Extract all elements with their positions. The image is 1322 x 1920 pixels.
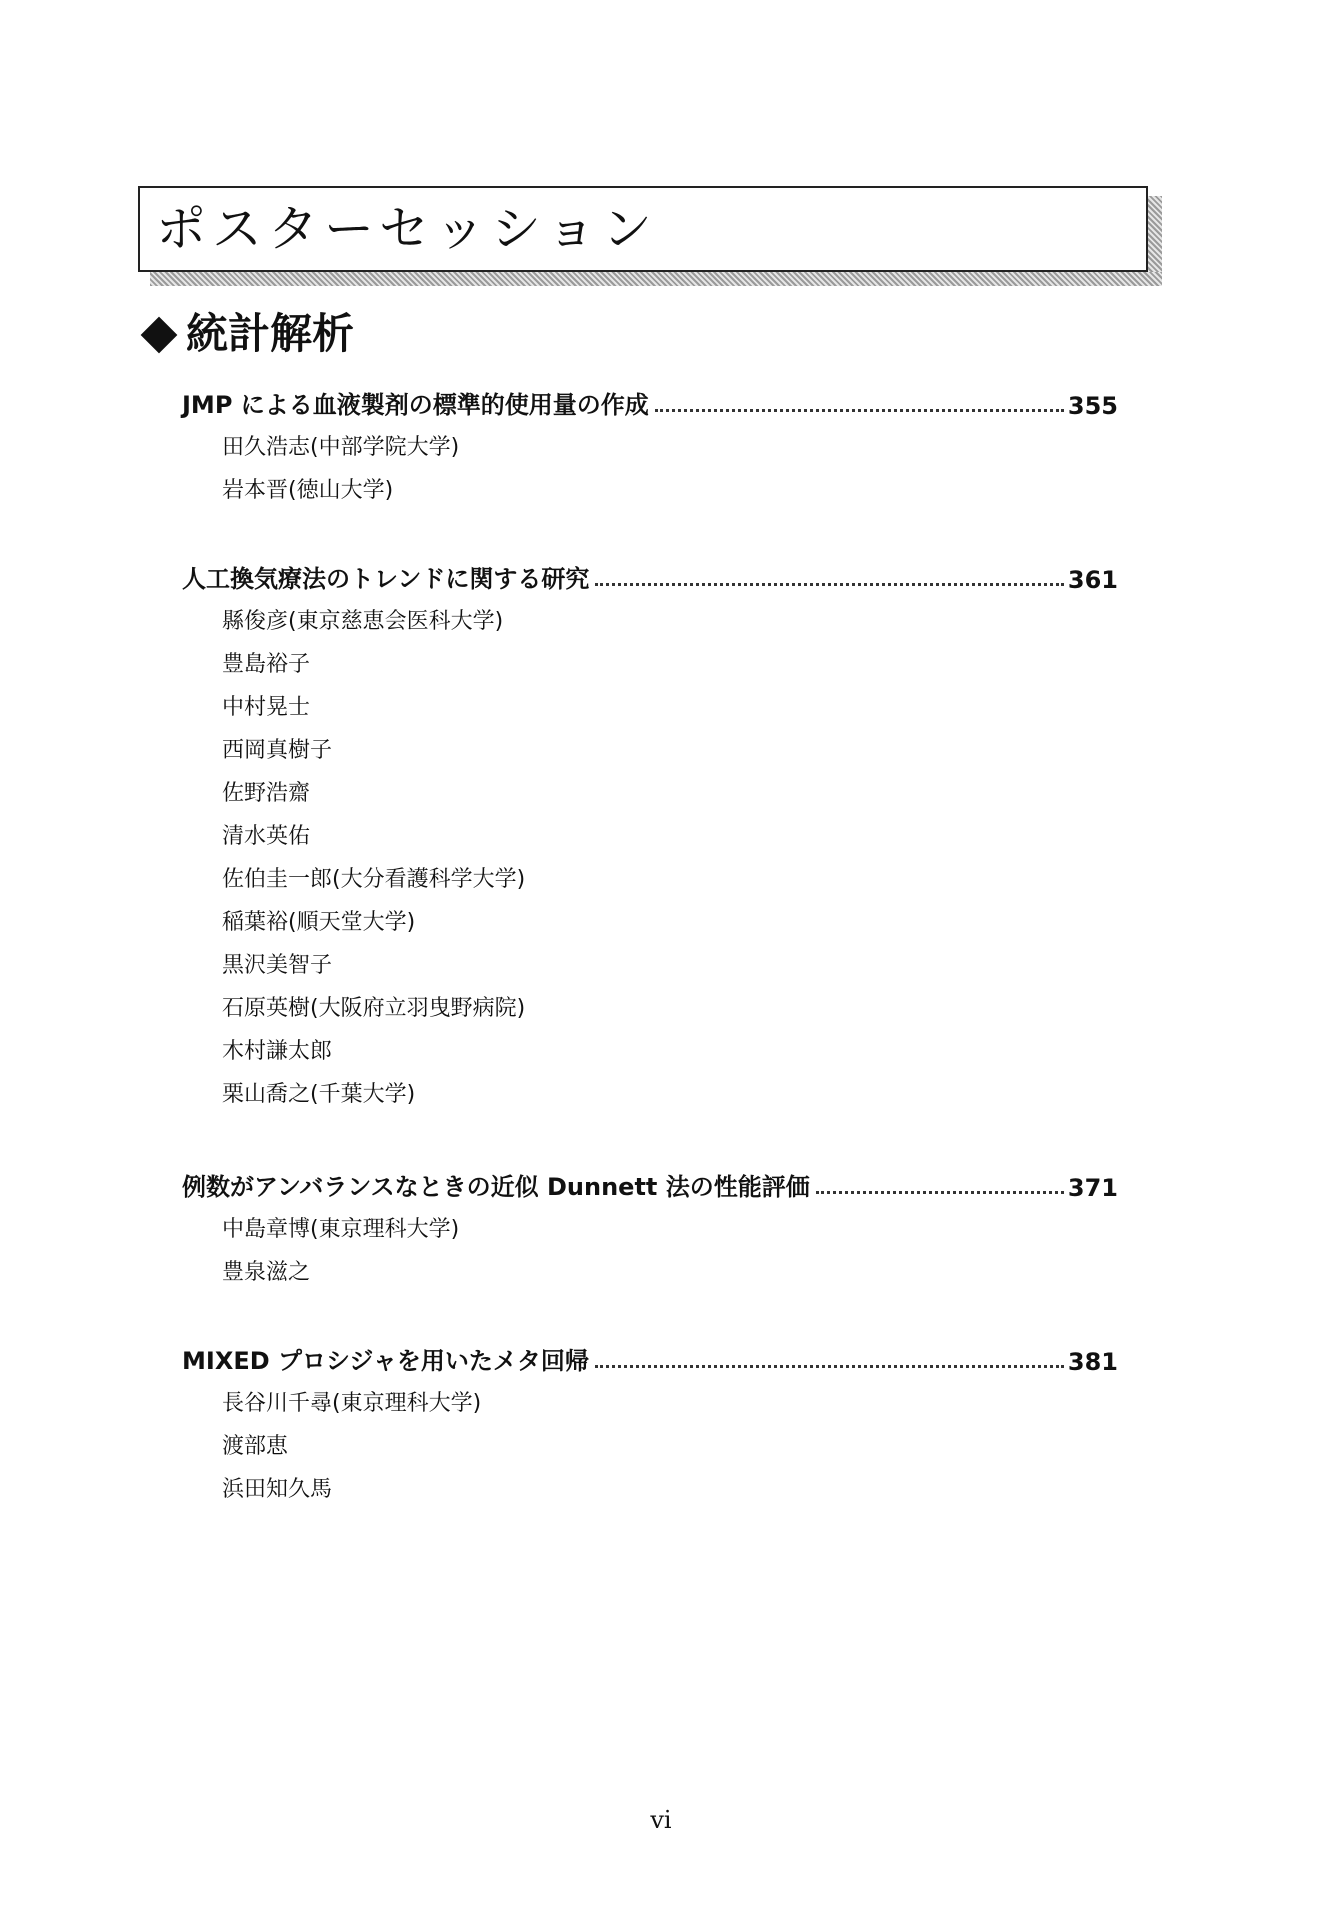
author-list [222, 600, 1118, 1116]
page-number: vi [650, 1806, 672, 1834]
author: 木村謙太郎 [222, 1039, 333, 1064]
author: 栗山喬之(千葉大学) [222, 1082, 416, 1107]
author: 佐野浩齋 [222, 781, 311, 806]
toc-entry [182, 560, 1118, 1116]
author: 豊泉滋之 [222, 1260, 311, 1285]
toc-entry [182, 386, 1118, 512]
toc-entry [182, 1168, 1118, 1294]
author: 清水英佑 [222, 824, 311, 849]
toc-entry-title[interactable]: 例数がアンバランスなときの近似 Dunnett 法の性能評価 [182, 1173, 810, 1201]
author: 渡部恵 [222, 1434, 289, 1459]
author: 縣俊彦(東京慈恵会医科大学) [222, 609, 504, 634]
author: 黒沢美智子 [222, 953, 333, 978]
diamond-bullet-icon [141, 316, 178, 353]
author: 稲葉裕(順天堂大学) [222, 910, 416, 935]
toc-entry-title-row[interactable] [182, 1342, 1118, 1376]
toc-entry-title-row[interactable] [182, 386, 1118, 420]
author: 浜田知久馬 [222, 1477, 333, 1502]
author: 佐伯圭一郎(大分看護科学大学) [222, 867, 526, 892]
section-heading [142, 306, 354, 362]
toc-entry-title-row[interactable] [182, 1168, 1118, 1202]
author: 西岡真樹子 [222, 738, 333, 763]
author-list [222, 1382, 1118, 1511]
author: 長谷川千尋(東京理科大学) [222, 1391, 482, 1416]
author: 中島章博(東京理科大学) [222, 1217, 460, 1242]
author: 中村晃士 [222, 695, 311, 720]
toc-entry-title[interactable]: 人工換気療法のトレンドに関する研究 [182, 565, 590, 593]
dot-leader [595, 1365, 1064, 1368]
dot-leader [816, 1191, 1064, 1194]
toc-entry [182, 1342, 1118, 1511]
dot-leader [655, 409, 1064, 412]
author-list [222, 426, 1118, 512]
author: 石原英樹(大阪府立羽曳野病院) [222, 996, 526, 1021]
section-title: 統計解析 [186, 309, 355, 358]
author: 豊島裕子 [222, 652, 311, 677]
toc-entry-page: 361 [1067, 566, 1118, 594]
toc-entry-page: 381 [1067, 1348, 1118, 1376]
page-title: ポスターセッション [156, 200, 658, 258]
toc-entry-title[interactable]: MIXED プロシジャを用いたメタ回帰 [182, 1347, 589, 1375]
dot-leader [595, 583, 1063, 586]
page-header-box [138, 186, 1148, 272]
toc-entry-page: 371 [1067, 1174, 1118, 1202]
toc-entry-title-row[interactable] [182, 560, 1118, 594]
header-shadow-bottom [150, 272, 1162, 286]
author: 田久浩志(中部学院大学) [222, 435, 460, 460]
author-list [222, 1208, 1118, 1294]
author: 岩本晋(徳山大学) [222, 478, 394, 503]
toc-entry-title[interactable]: JMP による血液製剤の標準的使用量の作成 [182, 391, 649, 419]
toc-entry-page: 355 [1067, 392, 1118, 420]
